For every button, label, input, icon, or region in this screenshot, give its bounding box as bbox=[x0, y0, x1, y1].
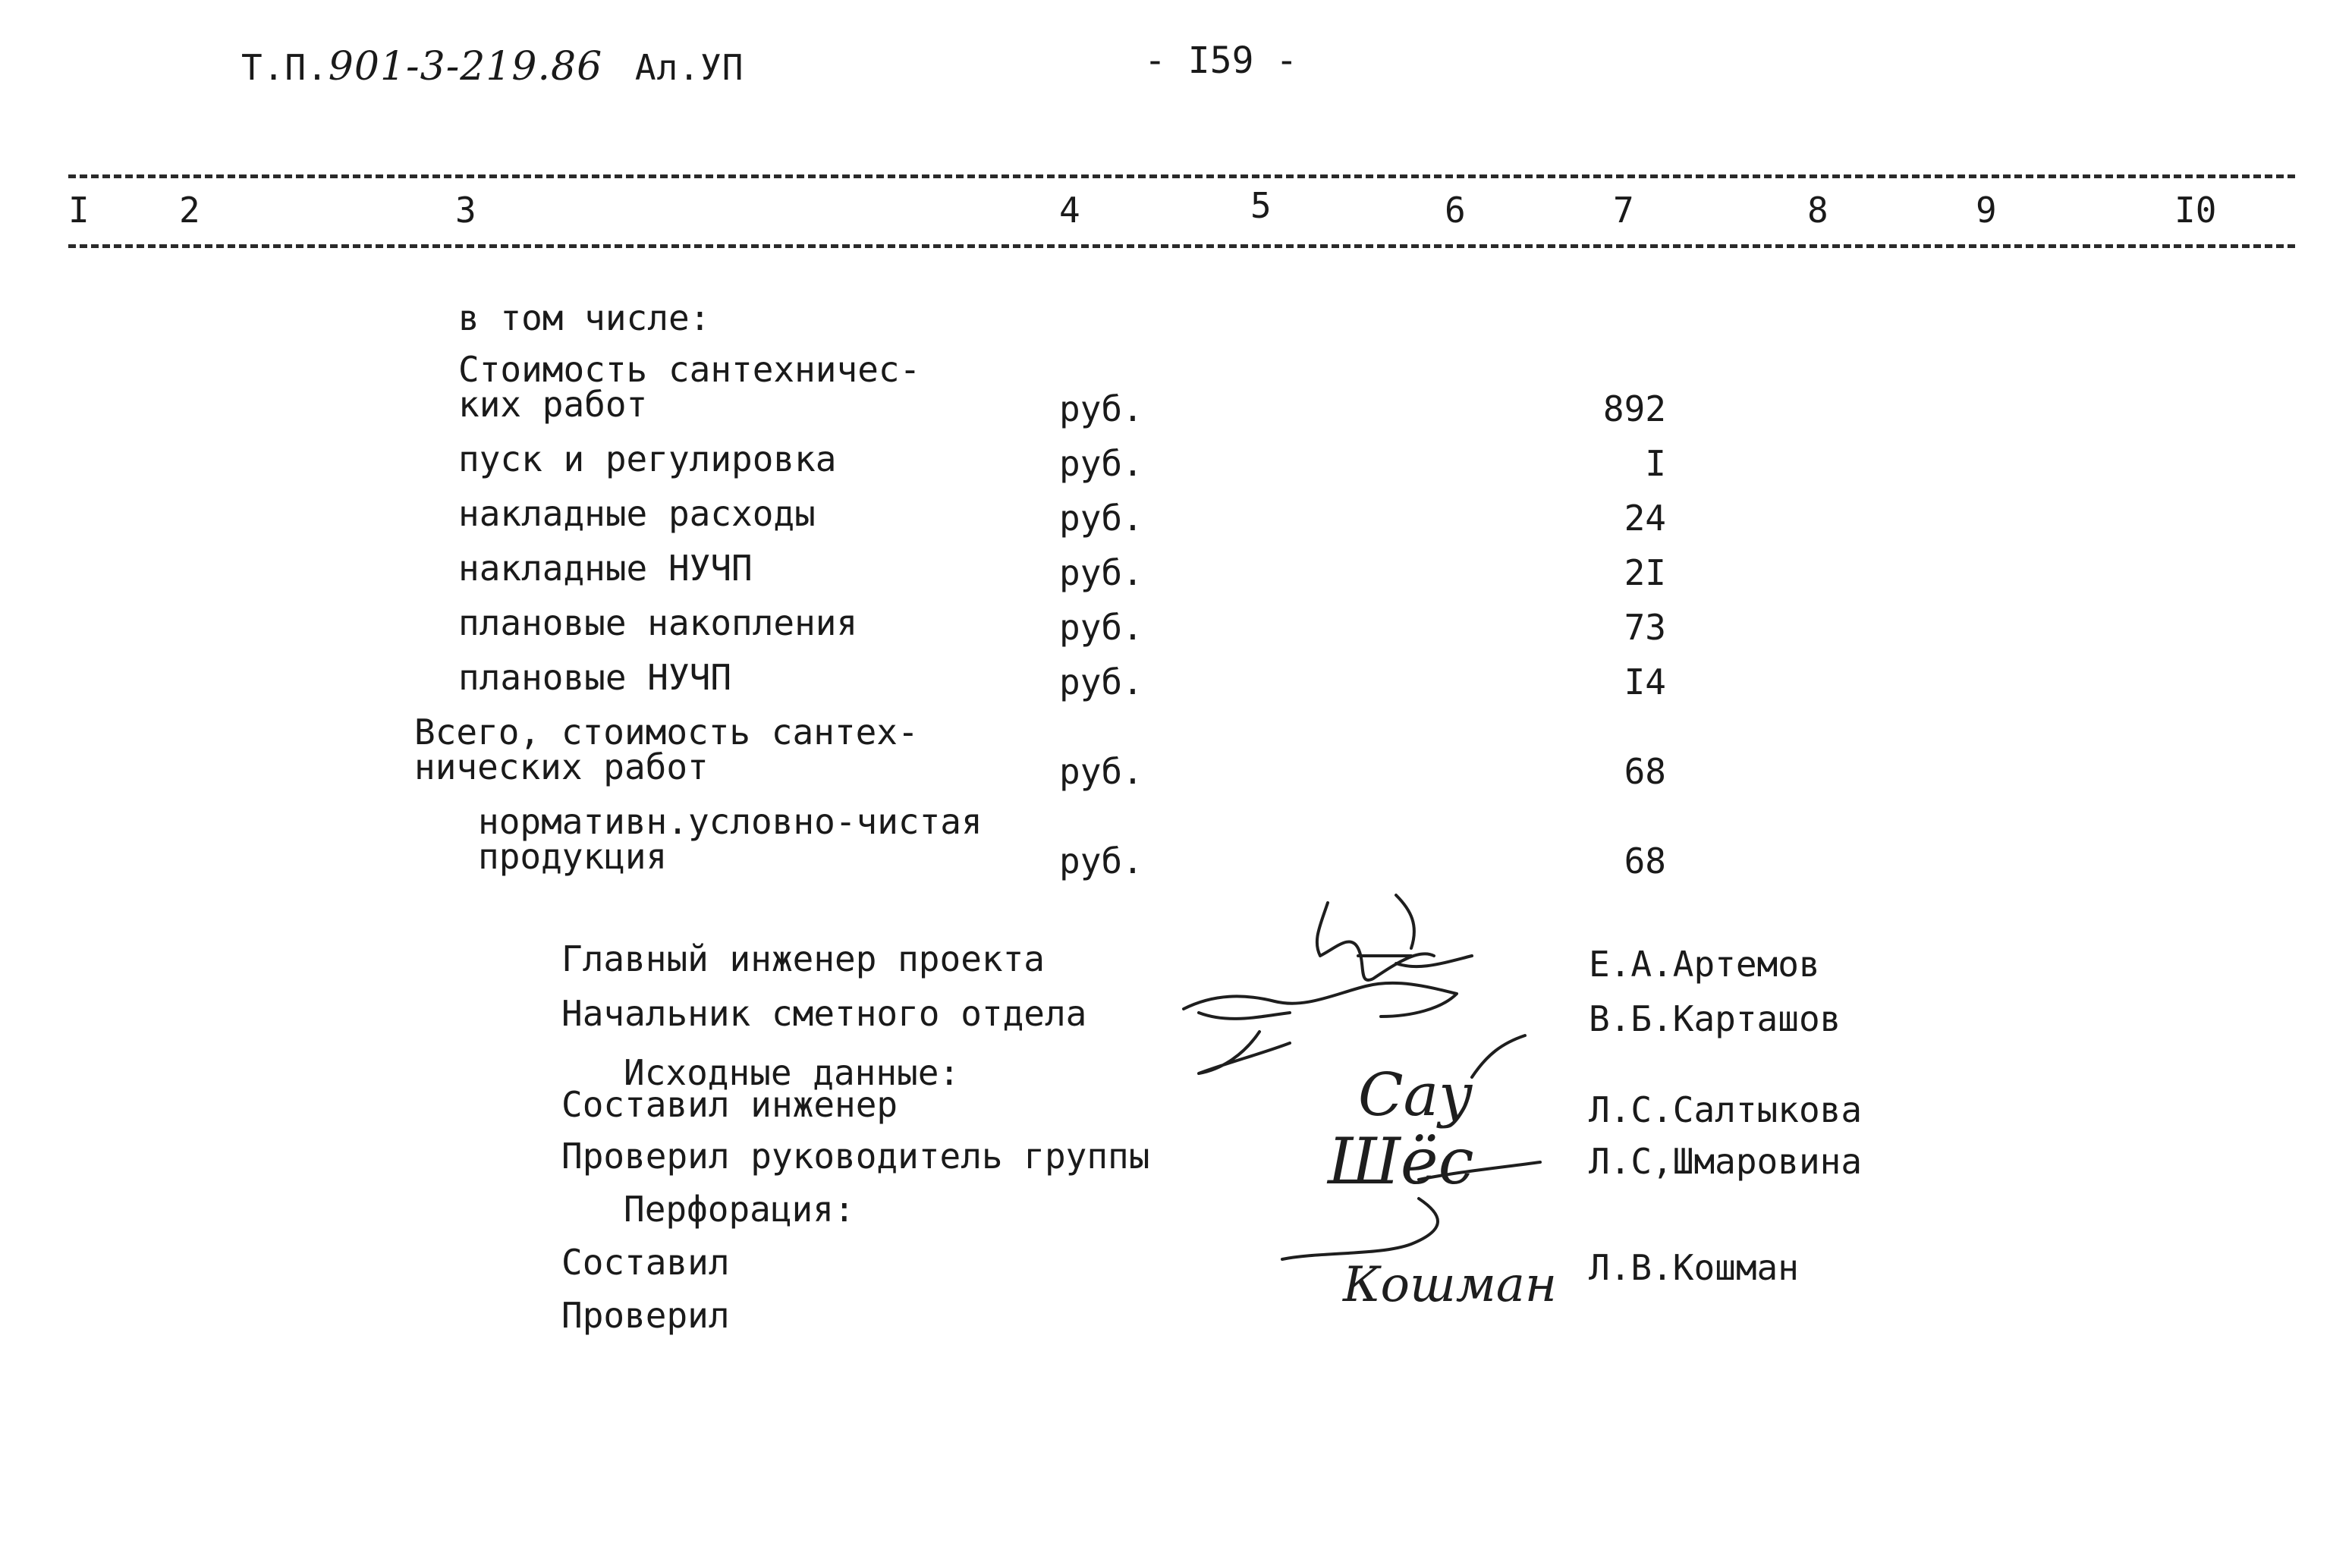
signature-saltykova: Сау bbox=[1358, 1061, 1473, 1130]
row-7-value: 68 bbox=[1624, 841, 1666, 881]
signature-shmarovina: Шёс bbox=[1328, 1124, 1474, 1199]
column-number-6: 6 bbox=[1445, 190, 1466, 231]
role-chief-engineer: Главный инженер проекта bbox=[561, 938, 1045, 979]
row-3-unit: руб. bbox=[1059, 552, 1143, 593]
doc-number: 901-3-219.86 bbox=[328, 44, 603, 90]
page-number: - I59 - bbox=[1144, 39, 1298, 82]
row-5-label: плановые НУЧП bbox=[458, 657, 732, 698]
name-shmarovina: Л.С,Шмаровина bbox=[1589, 1141, 1863, 1182]
role-checked: Проверил bbox=[561, 1295, 730, 1336]
name-artemov: Е.А.Артемов bbox=[1589, 944, 1820, 985]
column-number-7: 7 bbox=[1613, 190, 1634, 231]
row-6-value: 68 bbox=[1624, 751, 1666, 792]
row-6-label-line2: нических работ bbox=[414, 746, 709, 787]
row-1-label: пуск и регулировка bbox=[458, 438, 837, 479]
signature-shmarovina-loop bbox=[1282, 1199, 1438, 1259]
row-2-label: накладные расходы bbox=[458, 493, 816, 534]
column-number-10: I0 bbox=[2174, 190, 2217, 231]
signature-koshman: Кошман bbox=[1343, 1257, 1558, 1313]
role-compiled: Составил bbox=[561, 1242, 730, 1283]
column-number-5: 5 bbox=[1250, 185, 1272, 226]
row-2-unit: руб. bbox=[1059, 498, 1143, 539]
doc-album: Ал.УП bbox=[634, 47, 744, 88]
row-6-label-line1: Всего, стоимость сантех- bbox=[414, 712, 919, 753]
table-header-top-rule bbox=[68, 174, 2295, 178]
signature-artemov bbox=[1317, 895, 1472, 980]
signature-kartashov bbox=[1184, 983, 1457, 1073]
row-7-label-line1: нормативн.условно-чистая bbox=[478, 801, 983, 842]
column-number-9: 9 bbox=[1976, 190, 1997, 231]
row-4-value: 73 bbox=[1624, 607, 1666, 648]
row-0-unit: руб. bbox=[1059, 388, 1143, 429]
name-saltykova: Л.С.Салтыкова bbox=[1589, 1089, 1863, 1130]
table-header-bottom-rule bbox=[68, 244, 2295, 248]
row-3-label: накладные НУЧП bbox=[458, 548, 753, 589]
role-source-data-heading: Исходные данные: bbox=[624, 1052, 961, 1093]
column-number-1: I bbox=[68, 190, 90, 231]
row-0-label-line1: Стоимость сантехничес- bbox=[458, 349, 921, 390]
name-koshman: Л.В.Кошман bbox=[1589, 1247, 1799, 1288]
row-7-label-line2: продукция bbox=[478, 836, 668, 877]
name-kartashov: В.Б.Карташов bbox=[1589, 998, 1841, 1039]
row-5-unit: руб. bbox=[1059, 661, 1143, 702]
column-number-3: 3 bbox=[455, 190, 476, 231]
handwritten-signatures bbox=[1168, 880, 1563, 1320]
row-1-unit: руб. bbox=[1059, 443, 1143, 484]
row-7-unit: руб. bbox=[1059, 841, 1143, 881]
row-3-value: 2I bbox=[1624, 552, 1666, 593]
row-4-unit: руб. bbox=[1059, 607, 1143, 648]
doc-prefix: Т.П. bbox=[241, 47, 329, 88]
row-1-value: I bbox=[1645, 443, 1666, 484]
column-number-2: 2 bbox=[179, 190, 200, 231]
role-perforation-heading: Перфорация: bbox=[624, 1189, 855, 1230]
row-6-unit: руб. bbox=[1059, 751, 1143, 792]
column-number-8: 8 bbox=[1807, 190, 1828, 231]
signature-saltykova-tail bbox=[1472, 1035, 1525, 1077]
table-subheading: в том числе: bbox=[458, 297, 711, 338]
role-head-estimate-dept: Начальник сметного отдела bbox=[561, 993, 1087, 1034]
row-0-label-line2: ких работ bbox=[458, 384, 648, 425]
row-0-value: 892 bbox=[1602, 388, 1666, 429]
row-2-value: 24 bbox=[1624, 498, 1666, 539]
row-5-value: I4 bbox=[1624, 661, 1666, 702]
role-compiled-engineer: Составил инженер bbox=[561, 1084, 898, 1125]
role-checked-group-lead: Проверил руководитель группы bbox=[561, 1136, 1150, 1177]
row-4-label: плановые накопления bbox=[458, 602, 858, 643]
doc-header bbox=[241, 44, 744, 90]
column-number-4: 4 bbox=[1059, 190, 1080, 231]
